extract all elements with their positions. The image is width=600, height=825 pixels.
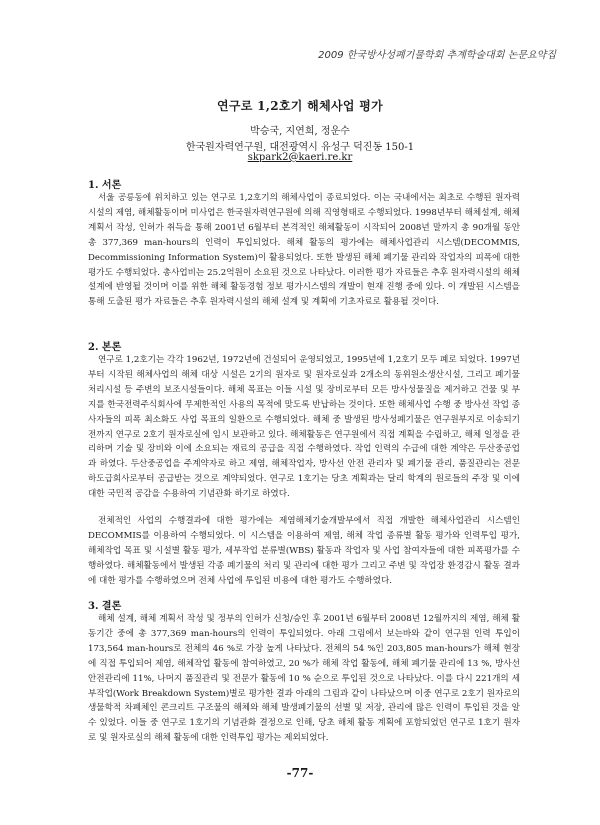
affiliation: 한국원자력연구원, 대전광역시 유성구 덕진동 150-1 [185, 142, 415, 153]
section-heading-introduction: 1. 서론 [88, 180, 122, 191]
paper-title: 연구로 1,2호기 해체사업 평가 [216, 99, 384, 113]
section-heading-body: 2. 본론 [88, 342, 122, 353]
section-body-paragraph-1: 연구로 1,2호기는 각각 1962년, 1972년에 건설되어 운영되었고, 1995년에 1,2호기 모두 폐로 되었다. 1997년부터 시작된 해체사업의 해체 대상 시설은 2기의 원자로 및 원자로실과 2개소의 동위원소생산시설, 그리고 폐기물 처리시설 등 주변의 보조시설들이다. 해체 목표는 이들 시설 및 장비로부터 모든 방사성물질을 제거하고 건물 및 부지를 한국전력주식회사에 무제한적인 사용의 목적에 맞도록 반납하는 것이다. 또한 해체사업 수행 중 방사선 작업 종사자들의 피폭 최소화도 사업 목표의 일환으로 수행되었다. 해체 중 발생된 방사성폐기물은 연구원부지로 이송되기 전까지 연구로 2호기 원자로실에 임시 보관하고 있다. 해체활동은 연구원에서 직접 계획을 수립하고, 해체 일정을 관리하며 기술 및 장비와 이에 소요되는 재료의 공급을 직접 수행하였다. 작업 인력의 수급에 대한 계약은 두산중공업과 하였다. 두산중공업을 주계약자로 하고 제염, 해체작업자, 방사선 안전 관리자 및 폐기물 관리, 품질관리는 전문 하도급회사로부터 공급받는 것으로 계약되었다. 연구로 1호기는 당초 계획과는 달리 학계의 원로들의 주장 및 이에 대한 국민적 공감을 수용하여 기념관화 하기로 하였다. [88, 355, 520, 500]
running-head: 2009 한국방사성폐기물학회 추계학술대회 논문요약집 [318, 50, 556, 61]
page-number: -77- [286, 766, 314, 780]
section-introduction-paragraph-1: 서울 공릉동에 위치하고 있는 연구로 1,2호기의 해체사업이 종료되었다. 이는 국내에서는 최초로 수행된 원자력시설의 제염, 해체활동이며 미사업은 한국원자력연구원에 의해 직영형태로 수행되었다. 1998년부터 해체설계, 해체계획서 작성, 인허가 취득을 통해 2001년 6월부터 본격적인 해체활동이 시작되어 2008년 말까지 총 90개월 동안 총 377,369 man-hours의 인력이 투입되었다. 해체 활동의 평가에는 해체사업관리 시스템(DECOMMIS, Decommissioning Information System)이 활용되었다. 또한 발생된 해체 폐기물 관리와 작업자의 피폭에 대한 평가도 수행되었다. 총사업비는 25.2억원이 소요된 것으로 나타났다. 이러한 평가 자료들은 추후 원자력시설의 해체설계에 반영될 것이며 이를 위한 해체 활동경험 정보 평가시스템의 개발이 현재 진행 중에 있다. 이 개발된 시스템을 통해 도출된 평가 자료들은 추후 원자력시설의 해체 설계 및 계획에 기초자료로 활용될 것이다. [88, 193, 520, 308]
section-heading-conclusion: 3. 결론 [88, 601, 122, 612]
section-conclusion-paragraph-1: 해체 설계, 해체 계획서 작성 및 정부의 인허가 신청/승인 후 2001년 6월부터 2008년 12월까지의 제염, 해체 활동기간 중에 총 377,369 man-hours의 인력이 투입되었다. 아래 그림에서 보는바와 같이 연구원 인력 투입이 173,564 man-hours로 전체의 46 %로 가장 높게 나타났다. 전체의 54 %인 203,805 man-hours가 해체 현장에 직접 투입되어 제염, 해체작업 활동에 참여하였고, 20 %가 해체 작업 활동에, 해체 폐기물 관리에 13 %, 방사선안전관리에 11%, 나머지 품질관리 및 전문가 활동에 10 % 순으로 투입된 것으로 나타났다. 이를 다시 221개의 세부작업(Work Breakdown System)별로 평가한 결과 아래의 그림과 같이 나타났으며 이중 연구로 2호기 원자로의 생물학적 차폐체인 콘크리트 구조물의 해체와 해체 발생폐기물의 선별 및 저장, 관리에 많은 인력이 투입된 것을 알 수 있었다. 이들 중 연구로 1호기의 기념관화 결정으로 인해, 당초 해체 활동 계획에 포함되었던 연구로 1호기 원자로 및 원자로실의 해체 활동에 대한 인력투입 평가는 제외되었다. [88, 614, 520, 744]
author-list: 박승국, 지연희, 정운수 [250, 126, 350, 137]
section-body-paragraph-2: 전체적인 사업의 수행결과에 대한 평가에는 제염해체기술개발부에서 직접 개발한 해체사업관리 시스템인 DECOMMIS를 이용하여 수행되었다. 이 시스템을 이용하여 제염, 해체 작업 종류별 활동 평가와 인력투입 평가, 해체작업 목표 및 시설별 활동 평가, 세부작업 분류별(WBS) 활동과 작업자 및 사업 참여자들에 대한 피폭평가를 수행하였다. 해체활동에서 발생된 각종 폐기물의 처리 및 관리에 대한 평가 그리고 주변 및 작업장 환경감시 활동 결과에 대한 평가를 수행하였으며 전체 사업에 투입된 비용에 대한 평가도 수행하였다. [88, 516, 520, 586]
author-email: skpark2@kaeri.re.kr [247, 152, 353, 163]
